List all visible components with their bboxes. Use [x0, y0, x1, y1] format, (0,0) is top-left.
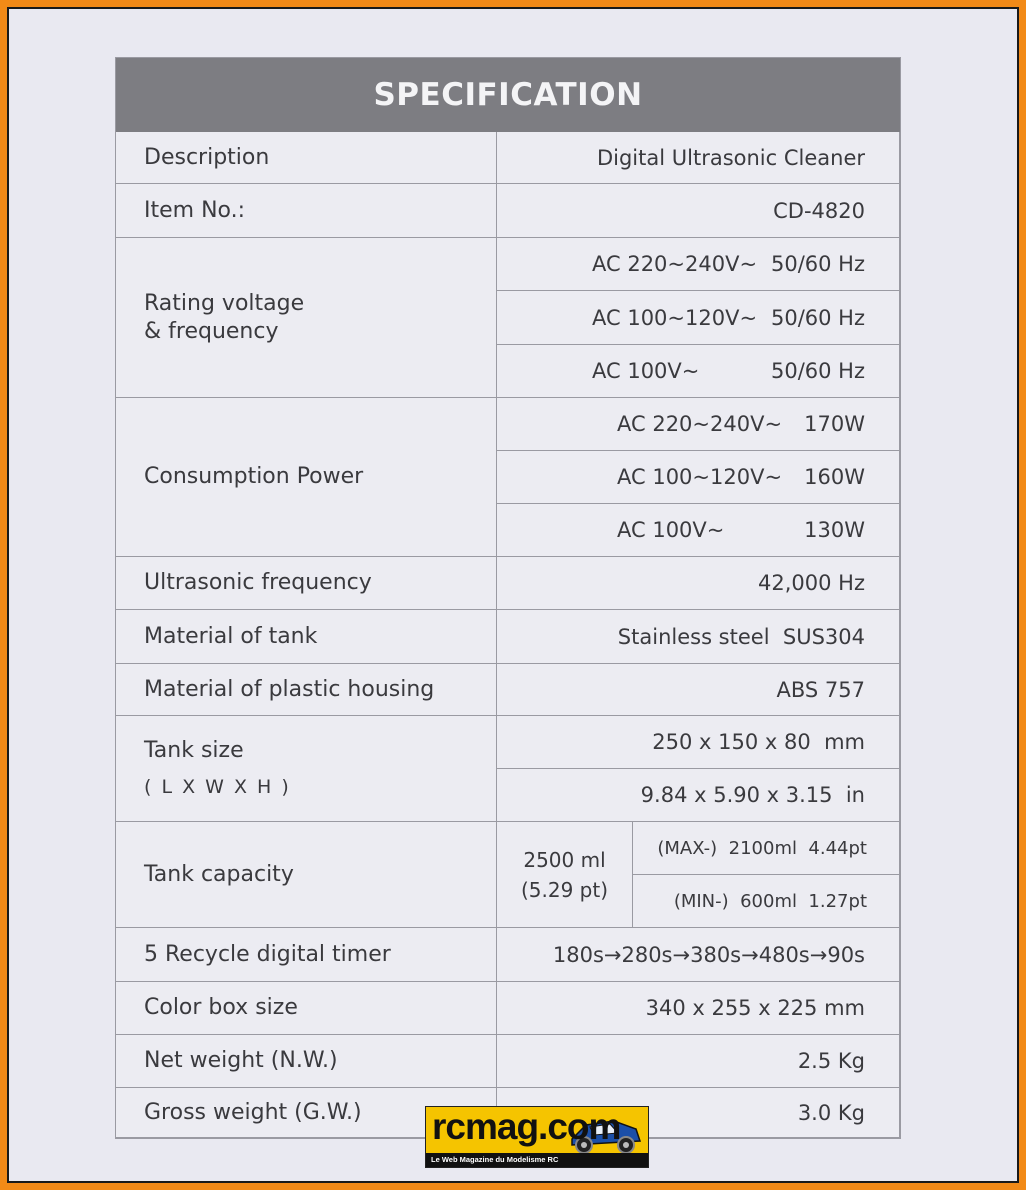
power-watts: 130W [804, 518, 865, 542]
power-voltage: AC 100V~ [617, 518, 725, 542]
rating-label-line2: & frequency [144, 318, 279, 344]
capacity-total [497, 822, 633, 928]
rating-frequency: 50/60 Hz [770, 252, 865, 276]
capacity-label: Tank capacity [116, 822, 497, 928]
rating-frequency: 50/60 Hz [770, 305, 865, 330]
timer-value: 180s→280s→380s→480s→90s [497, 928, 900, 982]
rating-voltage: AC 100V~ [592, 359, 700, 383]
box-size-value: 340 x 255 x 225 mm [497, 982, 900, 1035]
power-row-1 [497, 398, 900, 451]
housing-value: ABS 757 [497, 664, 900, 716]
specification-table [115, 57, 901, 1139]
power-watts: 160W [804, 465, 865, 489]
tank-size-label-line1: Tank size [144, 737, 244, 763]
net-weight-label: Net weight (N.W.) [116, 1035, 497, 1088]
tank-size-in: 9.84 x 5.90 x 3.15 in [497, 769, 900, 822]
timer-label: 5 Recycle digital timer [116, 928, 497, 982]
logo-text: rcmag.com [432, 1106, 621, 1147]
gross-weight-label: Gross weight (G.W.) [116, 1088, 497, 1138]
gross-weight-value: 3.0 Kg [497, 1088, 900, 1138]
power-watts: 170W [804, 412, 865, 436]
specification-title: SPECIFICATION [116, 58, 900, 132]
rating-voltage: AC 220~240V~ [592, 252, 758, 276]
box-size-label: Color box size [116, 982, 497, 1035]
net-weight-value: 2.5 Kg [497, 1035, 900, 1088]
power-voltage: AC 100~120V~ [617, 465, 783, 489]
rating-label [116, 238, 497, 398]
item-no-value: CD-4820 [497, 184, 900, 238]
capacity-min: (MIN-) 600ml 1.27pt [633, 875, 900, 928]
rating-voltage: AC 100~120V~ [592, 305, 758, 330]
item-no-label: Item No.: [116, 184, 497, 238]
logo-tagline: Le Web Magazine du Modelisme RC [426, 1153, 648, 1167]
tank-material-label: Material of tank [116, 610, 497, 664]
capacity-total-pt: (5.29 pt) [520, 877, 609, 902]
rating-frequency: 50/60 Hz [770, 359, 865, 383]
capacity-max: (MAX-) 2100ml 4.44pt [633, 822, 900, 875]
tank-material-value: Stainless steel SUS304 [497, 610, 900, 664]
power-row-2 [497, 451, 900, 504]
rating-row-2 [497, 291, 900, 345]
power-label: Consumption Power [116, 398, 497, 557]
ultrasonic-label: Ultrasonic frequency [116, 557, 497, 610]
power-voltage: AC 220~240V~ [617, 412, 783, 436]
tank-size-mm: 250 x 150 x 80 mm [497, 716, 900, 769]
tank-size-label-line2: ( L X W X H ) [144, 775, 291, 798]
capacity-total-ml: 2500 ml [523, 847, 606, 872]
description-label: Description [116, 132, 497, 184]
ultrasonic-value: 42,000 Hz [497, 557, 900, 610]
tank-size-label [116, 716, 497, 822]
rating-row-3 [497, 345, 900, 398]
housing-label: Material of plastic housing [116, 664, 497, 716]
rating-row-1 [497, 238, 900, 291]
power-row-3 [497, 504, 900, 557]
description-value: Digital Ultrasonic Cleaner [497, 132, 900, 184]
page-background [7, 7, 1019, 1183]
rating-label-line1: Rating voltage [144, 290, 305, 316]
rcmag-logo [425, 1106, 649, 1168]
